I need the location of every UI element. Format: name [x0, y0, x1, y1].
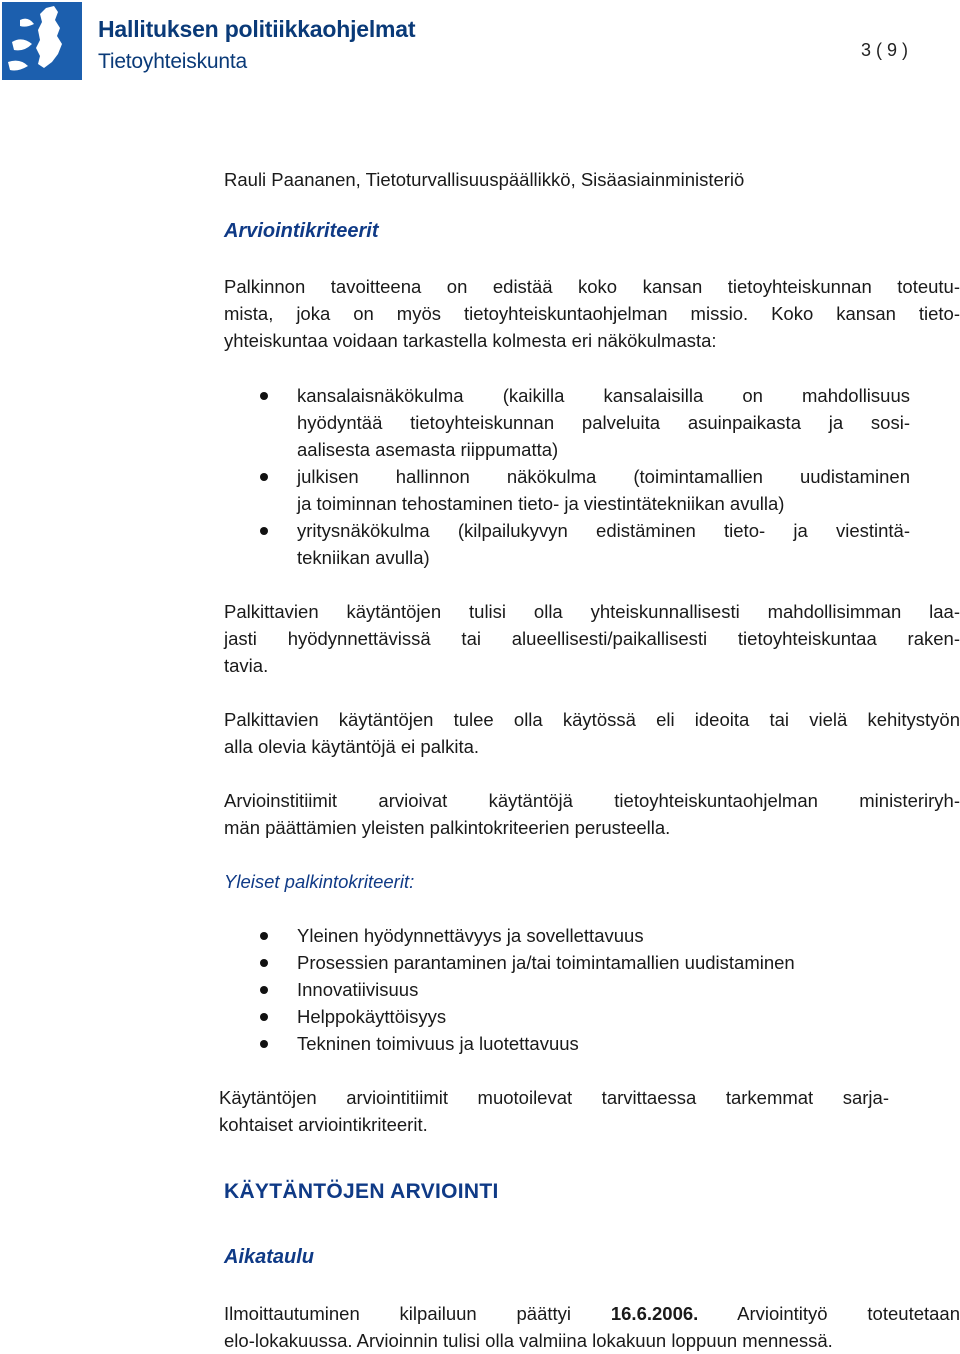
deadline-date: 16.6.2006. — [610, 1303, 699, 1324]
list-item: Innovatiivisuus — [297, 979, 419, 1000]
paragraph-line: Palkittavien käytäntöjen tulisi olla yhteiskunnallisesti mahdollisimman laa- — [224, 601, 960, 622]
bullet-icon — [260, 1013, 268, 1021]
list-item: yritysnäkökulma (kilpailukyvyn edistäminen tieto- ja viestintä- — [297, 520, 910, 541]
section-heading: KÄYTÄNTÖJEN ARVIOINTI — [224, 1180, 499, 1203]
intro-line: Palkinnon tavoitteena on edistää koko kansan tietoyhteiskunnan toteutu- — [224, 276, 960, 297]
intro-line: yhteiskuntaa voidaan tarkastella kolmesta eri näkökulmasta: — [224, 330, 717, 351]
paragraph-line: elo-lokakuussa. Arvioinnin tulisi olla valmiina lokakuun loppuun mennessä. — [224, 1330, 833, 1351]
bullet-icon — [260, 473, 268, 481]
paragraph-line: män päättämien yleisten palkintokriteerien perusteella. — [224, 817, 671, 838]
paragraph-line: alla olevia käytäntöjä ei palkita. — [224, 736, 480, 757]
org-title: Hallituksen politiikkaohjelmat — [98, 16, 416, 42]
list-item: aalisesta asemasta riippumatta) — [297, 439, 559, 460]
paragraph-line: Käytäntöjen arviointitiimit muotoilevat tarvittaessa tarkemmat sarja- — [219, 1087, 889, 1108]
criteria-heading: Arviointikriteerit — [224, 220, 379, 242]
bullet-icon — [260, 959, 268, 967]
bullet-icon — [260, 986, 268, 994]
paragraph-line: Arvioinstitiimit arvioivat käytäntöjä tietoyhteiskuntaohjelman ministeriryh- — [224, 790, 960, 811]
organization-logo — [2, 2, 416, 80]
paragraph-line: jasti hyödynnettävissä tai alueellisesti/paikallisesti tietoyhteiskuntaa raken- — [224, 628, 960, 649]
bullet-icon — [260, 527, 268, 535]
general-criteria-heading: Yleiset palkintokriteerit: — [224, 871, 415, 892]
list-item: hyödyntää tietoyhteiskunnan palveluita asuinpaikasta ja sosi- — [297, 412, 910, 433]
page-number: 3 ( 9 ) — [860, 40, 908, 60]
list-item: Helppokäyttöisyys — [297, 1006, 447, 1027]
list-item: tekniikan avulla) — [297, 547, 430, 568]
paragraph-line: Palkittavien käytäntöjen tulee olla käytössä eli ideoita tai vielä kehitystyön — [224, 709, 960, 730]
finland-map-icon — [2, 2, 82, 80]
bullet-icon — [260, 392, 268, 400]
schedule-text: Ilmoittautuminen kilpailuun päättyi — [224, 1303, 611, 1324]
org-subtitle: Tietoyhteiskunta — [98, 50, 247, 73]
intro-line: mista, joka on myös tietoyhteiskuntaohjelman missio. Koko kansan tieto- — [224, 303, 960, 324]
paragraph-line — [224, 1300, 960, 1327]
list-item: Yleinen hyödynnettävyys ja sovellettavuus — [297, 925, 644, 946]
list-item: Prosessien parantaminen ja/tai toimintamallien uudistaminen — [297, 952, 795, 973]
list-item: ja toiminnan tehostaminen tieto- ja viestintätekniikan avulla) — [297, 493, 785, 514]
author-line: Rauli Paananen, Tietoturvallisuuspäällikkö, Sisäasiainministeriö — [224, 169, 745, 190]
list-item: kansalaisnäkökulma (kaikilla kansalaisilla on mahdollisuus — [297, 385, 910, 406]
list-item: julkisen hallinnon näkökulma (toimintamallien uudistaminen — [297, 466, 910, 487]
paragraph-line: kohtaiset arviointikriteerit. — [219, 1114, 428, 1135]
schedule-heading: Aikataulu — [224, 1246, 315, 1268]
schedule-text: Arviointityö toteutetaan — [698, 1303, 960, 1324]
bullet-icon — [260, 932, 268, 940]
bullet-icon — [260, 1040, 268, 1048]
paragraph-line: tavia. — [224, 655, 269, 676]
list-item: Tekninen toimivuus ja luotettavuus — [297, 1033, 579, 1054]
